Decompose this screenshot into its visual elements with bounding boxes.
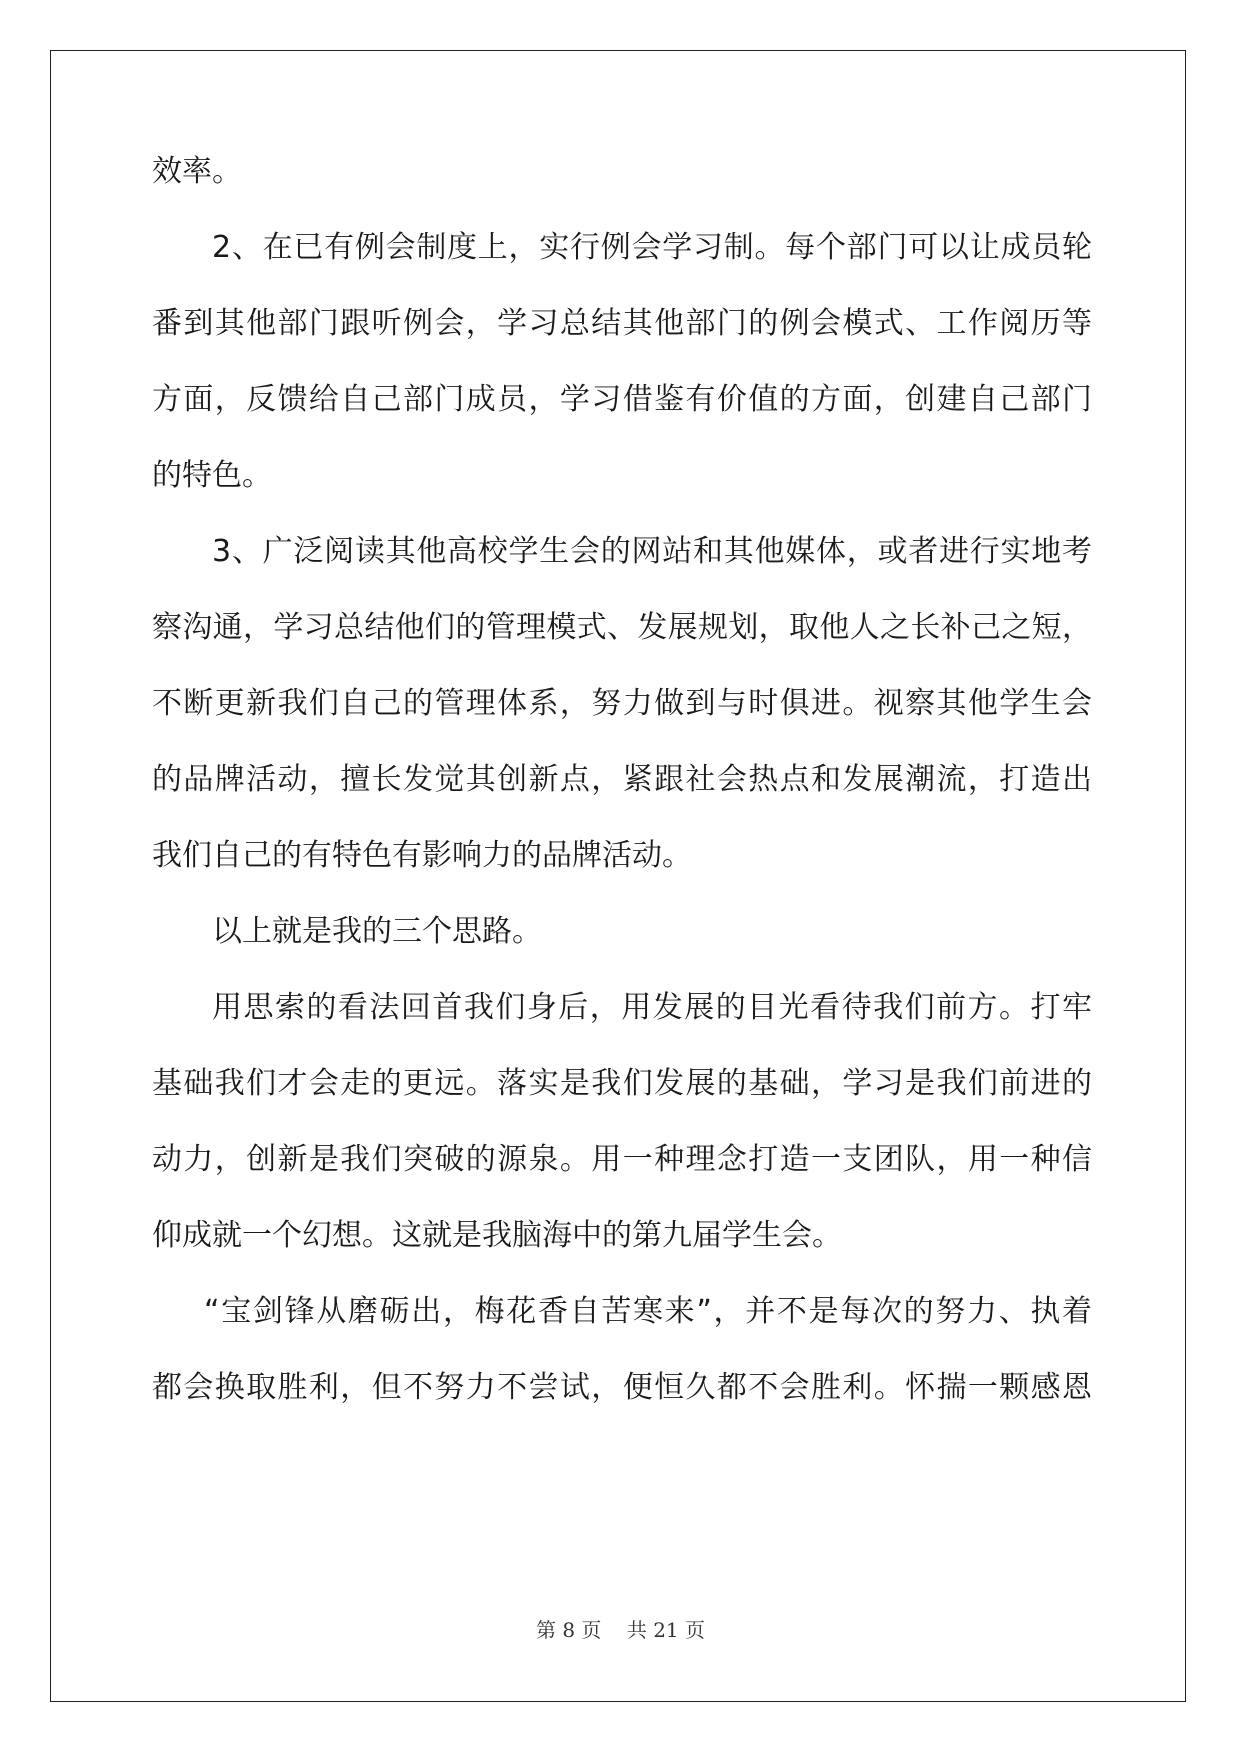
text-line: 的品牌活动，擅长发觉其创新点，紧跟社会热点和发展潮流，打造出 (152, 762, 1092, 797)
text-line: 的特色。 (152, 458, 272, 493)
text-line: 方面，反馈给自己部门成员，学习借鉴有价值的方面，创建自己部门 (152, 382, 1092, 417)
page-frame (50, 50, 1186, 1702)
text-line: 效率。 (152, 154, 242, 189)
text-line: 3、广泛阅读其他高校学生会的网站和其他媒体，或者进行实地考 (212, 534, 1092, 569)
text-line: 察沟通，学习总结他们的管理模式、发展规划，取他人之长补己之短， (152, 610, 1092, 645)
text-line: 以上就是我的三个思路。 (212, 914, 542, 949)
text-line: “宝剑锋从磨砺出，梅花香自苦寒来”，并不是每次的努力、执着 (204, 1294, 1092, 1329)
text-line: 不断更新我们自己的管理体系，努力做到与时俱进。视察其他学生会 (152, 686, 1092, 721)
text-line: 番到其他部门跟听例会，学习总结其他部门的例会模式、工作阅历等 (152, 306, 1092, 341)
text-line: 用思索的看法回首我们身后，用发展的目光看待我们前方。打牢 (212, 990, 1092, 1025)
text-line: 动力，创新是我们突破的源泉。用一种理念打造一支团队，用一种信 (152, 1142, 1092, 1177)
page-number-footer: 第 8 页 共 21 页 (535, 1618, 706, 1642)
text-line: 我们自己的有特色有影响力的品牌活动。 (152, 838, 692, 873)
text-line: 基础我们才会走的更远。落实是我们发展的基础，学习是我们前进的 (152, 1066, 1092, 1101)
text-line: 2、在已有例会制度上，实行例会学习制。每个部门可以让成员轮 (212, 230, 1092, 265)
text-line: 仰成就一个幻想。这就是我脑海中的第九届学生会。 (152, 1218, 842, 1253)
text-line: 都会换取胜利，但不努力不尝试，便恒久都不会胜利。怀揣一颗感恩 (152, 1370, 1092, 1405)
